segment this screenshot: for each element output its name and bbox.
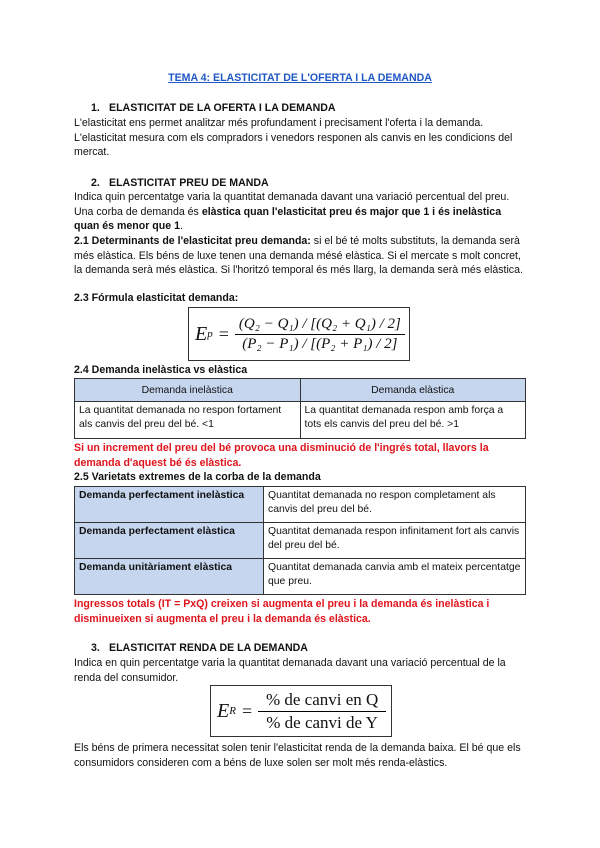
section-3-heading — [91, 642, 308, 654]
formula-lhs-subscript: p — [207, 328, 213, 340]
paragraph-text: . — [179, 220, 183, 233]
extremes-label: 2.5 Varietats extremes de la corba de la demanda — [74, 471, 321, 483]
determinants-text: si el bé té molts substituts, la demanda serà més elàstica. Els béns de luxe tenen una demanda mésé elàstica. Si el mercate s molt concret, la demanda serà més elàstica. Si l'horitzó temporal és més llarg, la demanda serà més elàstica. — [74, 235, 523, 277]
section-2-heading — [91, 177, 269, 189]
paragraph-text: Indica quin percentatge varia la quantitat demanada davant una variació percentual del preu. Una corba de demanda és — [74, 191, 510, 218]
table-cell: La quantitat demanada no respon fortament als canvis del preu del bé. <1 — [75, 402, 301, 439]
extreme-name: Demanda perfectament inelàstica — [75, 487, 264, 523]
extreme-name: Demanda perfectament elàstica — [75, 523, 264, 559]
section-title: ELASTICITAT PREU DE MANDA — [109, 177, 269, 189]
section-number: 3. — [91, 642, 100, 654]
extreme-description: Quantitat demanada no respon completament als canvis del preu del bé. — [264, 487, 526, 523]
determinants-paragraph — [74, 234, 529, 278]
formula-numerator: (Q₂ − Q₁) / [(Q₂ + Q₁) / 2] — [238, 315, 401, 332]
extreme-name: Demanda unitàriament elàstica — [75, 559, 264, 595]
paragraph-bold-text: elàstica quan l'elasticitat preu és major que 1 i és inelàstica quan és menor que 1 — [74, 205, 502, 233]
page-title: TEMA 4: ELASTICITAT DE L'OFERTA I LA DEMANDA — [168, 72, 432, 84]
formula-lhs-subscript: R — [229, 705, 236, 717]
section-2-paragraph — [74, 190, 529, 234]
formula-lhs: E — [217, 699, 230, 722]
extreme-description: Quantitat demanada canvia amb el mateix percentatge que preu. — [264, 559, 526, 595]
table-header: Demanda elàstica — [300, 379, 526, 402]
table-cell: La quantitat demanada respon amb força a tots els canvis del preu del bé. >1 — [300, 402, 526, 439]
section-1-heading — [91, 102, 336, 114]
section-3-paragraph-2: Els béns de primera necessitat solen tenir l'elasticitat renda de la demanda baixa. El bé que els consumidors consideren com a béns de luxe solen ser molt més renda-elàstics. — [74, 742, 521, 769]
section-title: ELASTICITAT DE LA OFERTA I LA DEMANDA — [109, 102, 336, 114]
section-title: ELASTICITAT RENDA DE LA DEMANDA — [109, 642, 308, 654]
section-number: 1. — [91, 102, 100, 114]
income-elasticity-formula: E R = % de canvi en Q % de canvi de Y — [210, 685, 392, 737]
extreme-description: Quantitat demanada respon infinitament fort als canvis del preu del bé. — [264, 523, 526, 559]
table-header: Demanda inelàstica — [75, 379, 301, 402]
determinants-label: 2.1 Determinants de l'elasticitat preu demanda: — [74, 235, 311, 247]
formula-label: 2.3 Fórmula elasticitat demanda: — [74, 292, 239, 304]
elasticity-comparison-table — [74, 378, 526, 439]
section-3-paragraph: Indica en quin percentatge varia la quantitat demanada davant una variació percentual de la renda del consumidor. — [74, 657, 506, 684]
red-note-2: Ingressos totals (IT = PxQ) creixen si augmenta el preu i la demanda és inelàstica i disminueixen si augmenta el preu i la demanda és elàstica. — [74, 598, 490, 625]
formula-numerator: % de canvi en Q — [265, 689, 379, 709]
section-number: 2. — [91, 177, 100, 189]
section-1-paragraph: L'elasticitat ens permet analitzar més profundament i precisament l'oferta i la demanda. L'elasticitat mesura com els compradors i venedors responen als canvis en les condicions del mercat. — [74, 117, 513, 159]
red-note-1: Si un increment del preu del bé provoca una disminució de l'ingrés total, llavors la demanda d'aquest bé és elàstica. — [74, 442, 489, 469]
formula-lhs: E — [195, 322, 208, 345]
price-elasticity-formula: E p = (Q₂ − Q₁) / [(Q₂ + Q₁) / 2] (P₂ − P₁) / [(P₂ + P₁) / 2] — [188, 307, 410, 361]
table-label: 2.4 Demanda inelàstica vs elàstica — [74, 364, 248, 376]
formula-denominator: % de canvi de Y — [266, 712, 378, 732]
formula-denominator: (P₂ − P₁) / [(P₂ + P₁) / 2] — [242, 335, 398, 352]
extremes-table — [74, 486, 526, 595]
